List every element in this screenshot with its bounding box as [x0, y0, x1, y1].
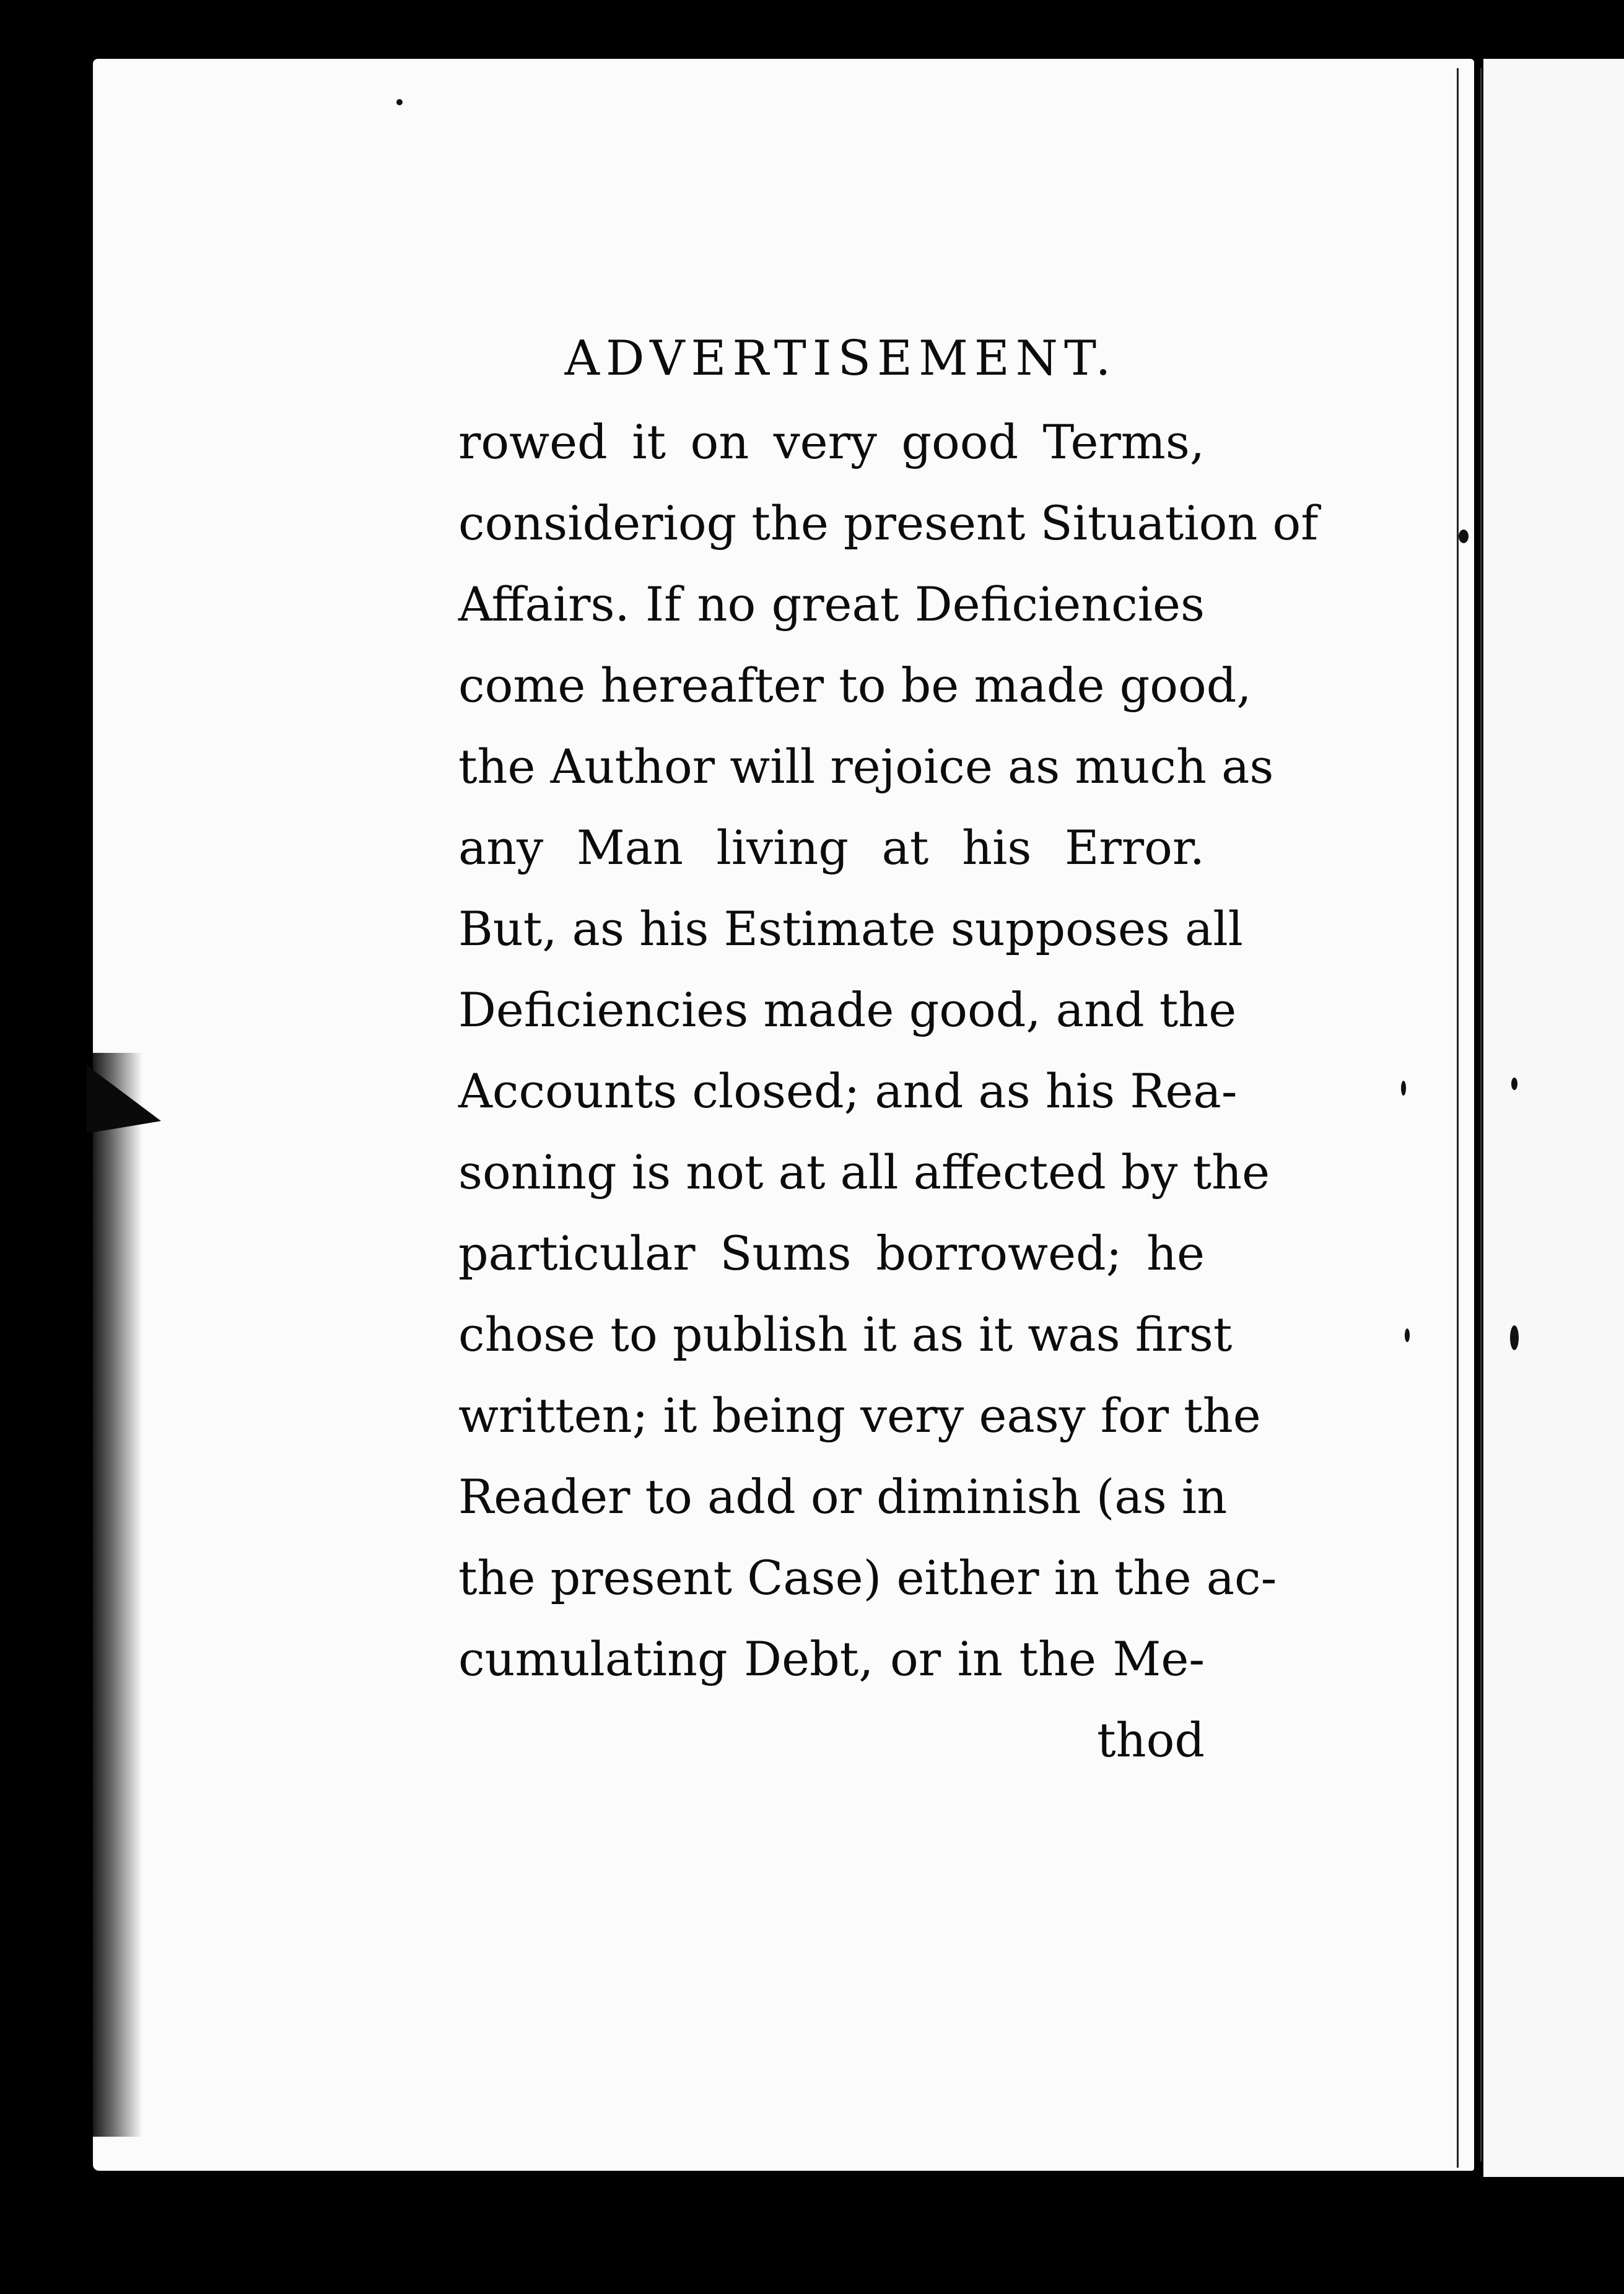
text-line-11: particular Sums borrowed; he — [458, 1226, 1205, 1281]
ink-speck — [1511, 1078, 1517, 1090]
text-line-1: rowed it on very good Terms, — [458, 414, 1205, 469]
text-line-13: written; it being very easy for the — [458, 1388, 1261, 1443]
page-fold-line — [1457, 68, 1459, 2168]
text-line-4: come hereafter to be made good, — [458, 658, 1252, 713]
page-edge-tear — [87, 1065, 161, 1133]
text-line-7: But, as his Estimate supposes all — [458, 901, 1243, 956]
text-block — [458, 331, 1319, 1781]
binding-shadow — [93, 1053, 142, 2137]
text-line-14: Reader to add or diminish (as in — [458, 1469, 1228, 1524]
facing-page-strip — [1483, 59, 1624, 2177]
text-line-6: any Man living at his Error. — [458, 820, 1205, 875]
text-line-5: the Author will rejoice as much as — [458, 739, 1274, 794]
text-line-3: Affairs. If no great Deficiencies — [458, 577, 1205, 632]
text-line-15: the present Case) either in the ac- — [458, 1550, 1277, 1605]
ink-speck — [396, 99, 403, 105]
ink-speck — [1401, 1081, 1406, 1096]
text-line-9: Accounts closed; and as his Rea- — [458, 1063, 1238, 1119]
ink-speck — [1405, 1328, 1410, 1342]
text-line-10: soning is not at all affected by the — [458, 1145, 1270, 1200]
facing-page-edge — [1480, 68, 1482, 2161]
ink-speck — [1510, 1325, 1519, 1350]
text-line-2: consideriog the present Situation of — [458, 495, 1319, 551]
ink-speck — [1459, 530, 1469, 543]
running-head: ADVERTISEMENT. — [564, 331, 1117, 386]
text-line-16: cumulating Debt, or in the Me- — [458, 1631, 1205, 1686]
text-line-12: chose to publish it as it was first — [458, 1307, 1233, 1362]
catchword: thod — [1097, 1712, 1205, 1768]
text-line-8: Deficiencies made good, and the — [458, 982, 1237, 1037]
